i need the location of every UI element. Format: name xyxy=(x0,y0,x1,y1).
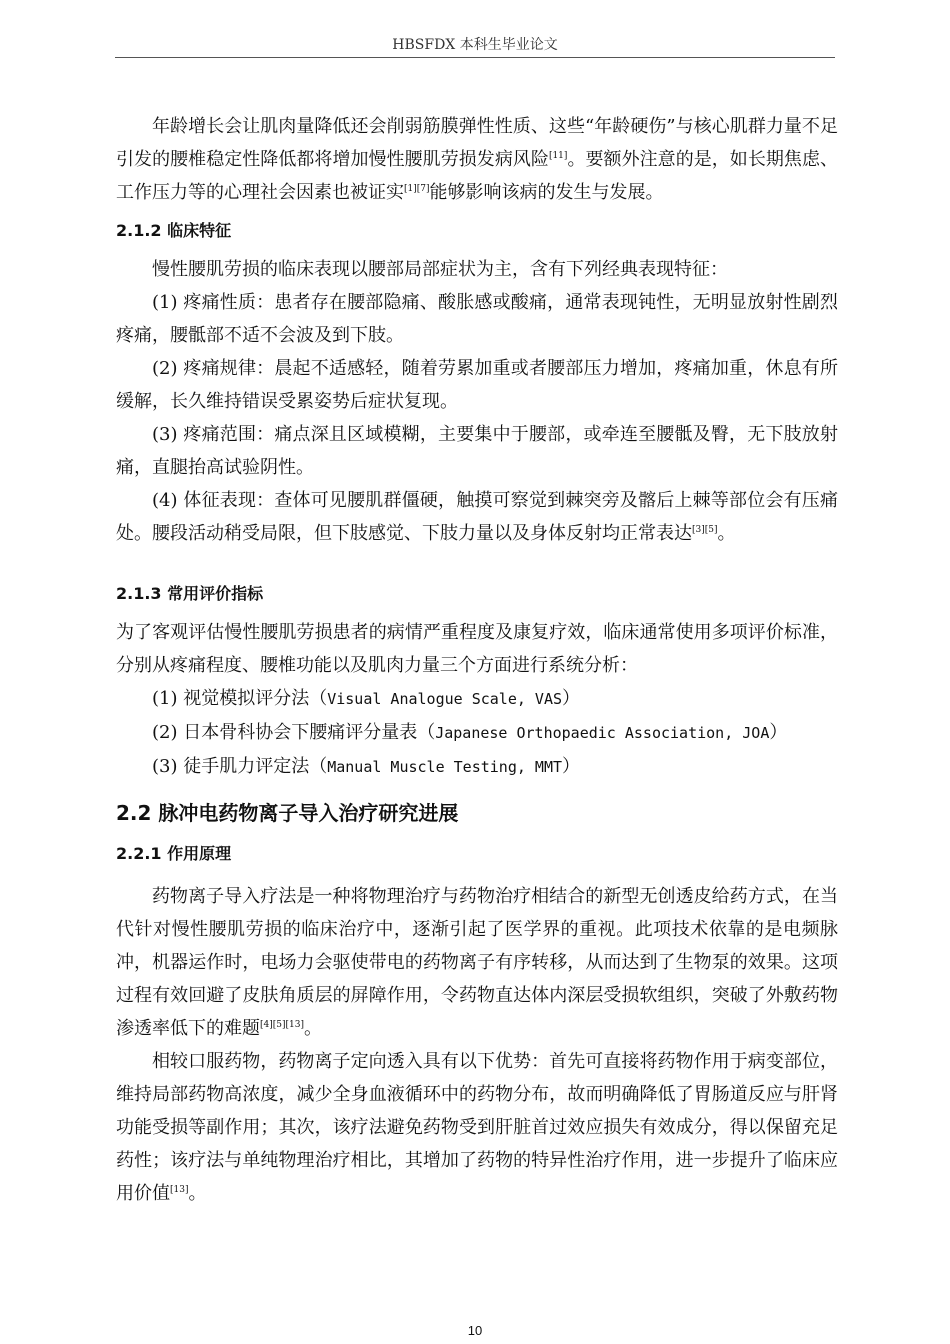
clinical-item-2: (2) 疼痛规律：晨起不适感轻，随着劳累加重或者腰部压力增加，疼痛加重，休息有所缓解，长久维持错误受累姿势后症状复现。 xyxy=(116,358,838,412)
page-number: 10 xyxy=(467,1323,483,1338)
mechanism-paragraph-1 xyxy=(116,880,838,1045)
evaluation-item-vas xyxy=(116,682,838,716)
para1-text-3: 能够影响该病的发生与发展。 xyxy=(429,182,664,203)
mechanism-text-2: 相较口服药物，药物离子定向透入具有以下优势：首先可直接将药物作用于病变部位，维持局部药物高浓度，减少全身血液循环中的药物分布，故而明确降低了胃肠道反应与肝肾功能受损等副作用；其次，该疗法避免药物受到肝脏首过效应损失有效成分，得以保留充足药性；该疗法与单纯物理治疗相比，其增加了药物的特异性治疗作用，进一步提升了临床应用价值 xyxy=(116,1051,838,1204)
clinical-item-4-text: (4) 体征表现：查体可见腰肌群僵硬，触摸可察觉到棘突旁及髂后上棘等部位会有压痛处。腰段活动稍受局限，但下肢感觉、下肢力量以及身体反射均正常表达 xyxy=(116,490,838,544)
clinical-item-1: (1) 疼痛性质：患者存在腰部隐痛、酸胀感或酸痛，通常表现钝性，无明显放射性剧烈疼痛，腰骶部不适不会波及到下肢。 xyxy=(116,292,838,346)
mechanism-paragraph-2 xyxy=(116,1045,838,1210)
section-heading-2-2-1: 2.2.1 作用原理 xyxy=(116,844,232,863)
page-body xyxy=(116,110,838,1210)
citation: [13] xyxy=(170,1185,189,1195)
evaluation-intro: 为了客观评估慢性腰肌劳损患者的病情严重程度及康复疗效，临床通常使用多项评价标准，分别从疼痛程度、腰椎功能以及肌肉力量三个方面进行系统分析： xyxy=(116,622,838,676)
para1-text-2: 。要额外注意的是，如长期焦虑、工作压力等的心理社会因素也被证实 xyxy=(116,149,839,203)
citation: [1][7] xyxy=(404,184,430,194)
citation: [4][5][13] xyxy=(260,1020,304,1030)
evaluation-item-joa xyxy=(116,716,838,750)
mechanism-end-1: 。 xyxy=(303,1018,322,1039)
mmt-close: ） xyxy=(562,756,581,777)
clinical-intro: 慢性腰肌劳损的临床表现以腰部局部症状为主，含有下列经典表现特征： xyxy=(152,259,728,280)
mechanism-end-2: 。 xyxy=(188,1183,207,1204)
running-header: HBSFDX 本科生毕业论文 xyxy=(392,37,558,53)
mmt-english: Manual Muscle Testing, MMT xyxy=(327,758,563,776)
joa-label: (2) 日本骨科协会下腰痛评分量表（ xyxy=(152,722,436,743)
section-heading-2-2: 2.2 脉冲电药物离子导入治疗研究进展 xyxy=(116,801,459,825)
citation: [3][5] xyxy=(692,525,718,535)
para1-text-1: 年龄增长会让肌肉量降低还会削弱筋膜弹性性质、这些“年龄硬伤”与核心肌群力量不足引发的腰椎稳定性降低都将增加慢性腰肌劳损发病风险 xyxy=(116,116,838,170)
clinical-item-4-end: 。 xyxy=(717,523,736,544)
clinical-item-3: (3) 疼痛范围：痛点深且区域模糊，主要集中于腰部，或牵连至腰骶及臀，无下肢放射痛，直腿抬高试验阴性。 xyxy=(116,424,838,478)
vas-english: Visual Analogue Scale, VAS xyxy=(327,690,563,708)
paragraph-age-risk xyxy=(116,110,838,209)
mmt-label: (3) 徒手肌力评定法（ xyxy=(152,756,328,777)
vas-label: (1) 视觉模拟评分法（ xyxy=(152,688,328,709)
mechanism-text-1: 药物离子导入疗法是一种将物理治疗与药物治疗相结合的新型无创透皮给药方式，在当代针对慢性腰肌劳损的临床治疗中，逐渐引起了医学界的重视。此项技术依靠的是电频脉冲，机器运作时，电场力会驱使带电的药物离子有序转移，从而达到了生物泵的效果。这项过程有效回避了皮肤角质层的屏障作用，令药物直达体内深层受损软组织，突破了外敷药物渗透率低下的难题 xyxy=(116,886,838,1039)
vas-close: ） xyxy=(562,688,581,709)
evaluation-item-mmt xyxy=(116,750,838,784)
joa-english: Japanese Orthopaedic Association, JOA xyxy=(435,724,770,742)
section-heading-2-1-3: 2.1.3 常用评价指标 xyxy=(116,584,264,603)
citation: [11] xyxy=(548,151,568,161)
joa-close: ） xyxy=(769,722,788,743)
section-heading-2-1-2: 2.1.2 临床特征 xyxy=(116,221,232,240)
header-rule xyxy=(115,57,835,58)
clinical-item-4 xyxy=(116,484,838,550)
